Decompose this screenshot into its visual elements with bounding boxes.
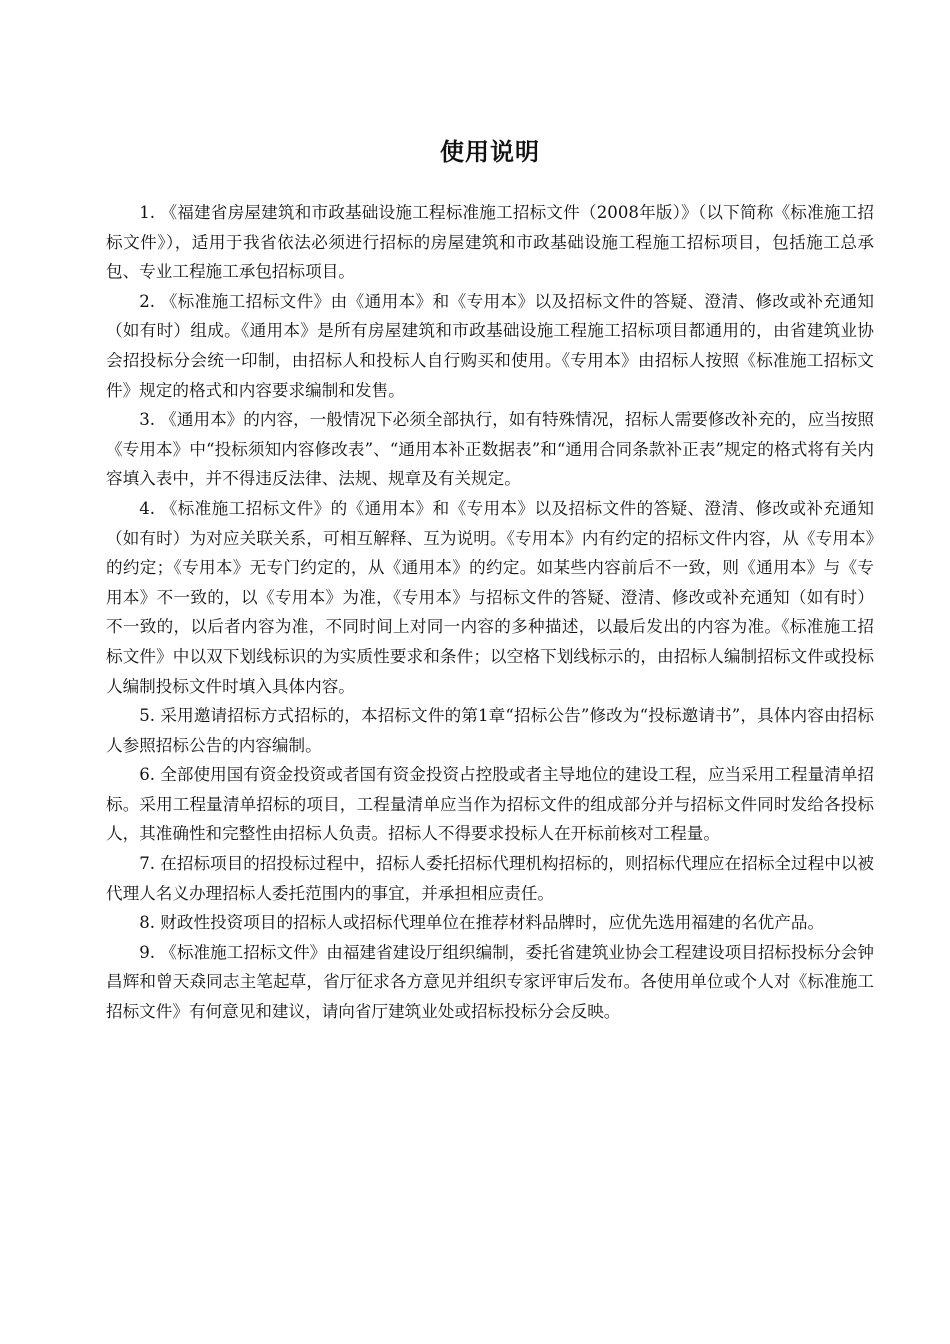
paragraph-9: 9. 《标准施工招标文件》由福建省建设厅组织编制，委托省建筑业协会工程建设项目招标投标分会钟昌辉和曾天猋同志主笔起草，省厅征求各方意见并组织专家评审后发布。各使用单位或个人对《标准施工招标文件》有何意见和建议，请向省厅建筑业处或招标投标分会反映。 [106,942,874,1022]
paragraph-4: 4. 《标准施工招标文件》的《通用本》和《专用本》以及招标文件的答疑、澄清、修改或补充通知（如有时）为对应关联关系，可相互解释、互为说明。《专用本》内有约定的招标文件内容，从《专用本》的约定；《专用本》无专门约定的，从《通用本》的约定。如某些内容前后不一致，则《通用本》与《专用本》不一致的，以《专用本》为准，《专用本》与招标文件的答疑、澄清、修改或补充通知（如有时）不一致的，以后者内容为准，不同时间上对同一内容的多种描述，以最后发出的内容为准。《标准施工招标文件》中以双下划线标识的为实质性要求和条件；以空格下划线标示的，由招标人编制招标文件或投标人编制投标文件时填入具体内容。 [106,498,874,696]
paragraph-3: 3. 《通用本》的内容，一般情况下必须全部执行，如有特殊情况，招标人需要修改补充的，应当按照《专用本》中“投标须知内容修改表”、“通用本补正数据表”和“通用合同条款补正表”规定的格式将有关内容填入表中，并不得违反法律、法规、规章及有关规定。 [106,410,874,489]
paragraph-5: 5. 采用邀请招标方式招标的，本招标文件的第1章“招标公告”修改为“投标邀请书”，具体内容由招标人参照招标公告的内容编制。 [106,706,874,755]
paragraph-8: 8. 财政性投资项目的招标人或招标代理单位在推荐材料品牌时，应优先选用福建的名优产品。 [139,913,825,933]
paragraph-6: 6. 全部使用国有资金投资或者国有资金投资占控股或者主导地位的建设工程，应当采用工程量清单招标。采用工程量清单招标的项目，工程量清单应当作为招标文件的组成部分并与招标文件同时发给各投标人，其准确性和完整性由招标人负责。招标人不得要求投标人在开标前核对工程量。 [106,765,874,844]
paragraph-2: 2. 《标准施工招标文件》由《通用本》和《专用本》以及招标文件的答疑、澄清、修改或补充通知（如有时）组成。《通用本》是所有房屋建筑和市政基础设施工程施工招标项目都通用的，由省建筑业协会招投标分会统一印制，由招标人和投标人自行购买和使用。《专用本》由招标人按照《标准施工招标文件》规定的格式和内容要求编制和发售。 [106,291,874,400]
document-title: 使用说明 [440,138,540,166]
paragraph-1: 1. 《福建省房屋建筑和市政基础设施工程标准施工招标文件（2008年版）》（以下简称《标准施工招标文件》），适用于我省依法必须进行招标的房屋建筑和市政基础设施工程施工招标项目，包括施工总承包、专业工程施工承包招标项目。 [106,203,874,282]
document-page [106,132,874,1027]
paragraph-7: 7. 在招标项目的招投标过程中，招标人委托招标代理机构招标的，则招标代理应在招标全过程中以被代理人名义办理招标人委托范围内的事宜，并承担相应责任。 [106,854,874,903]
